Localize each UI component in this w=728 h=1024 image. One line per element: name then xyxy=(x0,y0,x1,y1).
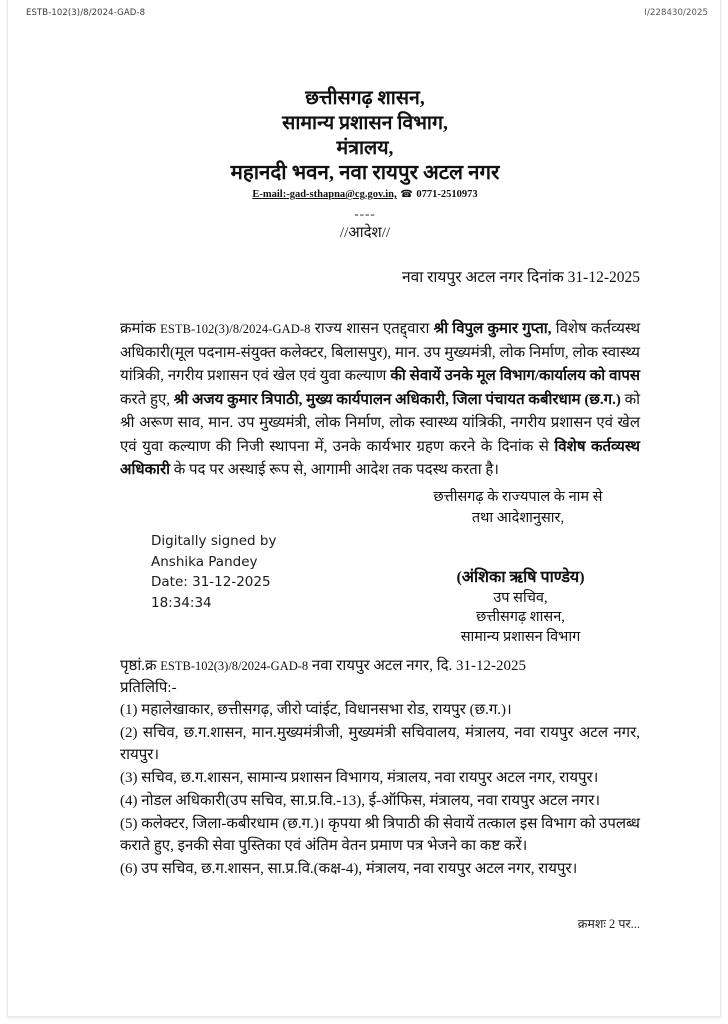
post-designation-bold: विशेष कर्तव्यस्थ अधिकारी xyxy=(120,438,641,478)
closing-block xyxy=(388,487,648,529)
letterhead-line-government: छत्तीसगढ़ शासन, xyxy=(305,88,425,109)
body-reference-number: ESTB-102(3)/8/2024-GAD-8 xyxy=(160,322,311,336)
signatory-department: सामान्य प्रशासन विभाग xyxy=(460,628,581,645)
copy-distribution-list xyxy=(120,699,640,881)
list-item: (1) महालेखाकार, छत्तीसगढ़, जीरो प्वांईट, विधानसभा रोड, रायपुर (छ.ग.)। xyxy=(120,702,512,718)
email-address[interactable]: E-mail:-gad-sthapna@cg.gov.in, xyxy=(252,189,397,200)
list-item: (3) सचिव, छ.ग.शासन, सामान्य प्रशासन विभागय, मंत्रालय, नवा रायपुर अटल नगर, रायपुर। xyxy=(120,770,599,786)
signatory-block xyxy=(388,568,653,647)
closing-line-governor: छत्तीसगढ़ के राज्यपाल के नाम से xyxy=(433,489,603,505)
endorsement-reference-number: ESTB-102(3)/8/2024-GAD-8 xyxy=(160,659,309,673)
order-place-date: नवा रायपुर अटल नगर दिनांक 31-12-2025 xyxy=(401,269,640,286)
signatory-government: छत्तीसगढ़ शासन, xyxy=(476,609,565,625)
body-bold-2: की सेवायें उनके मूल विभाग/कार्यालय को वापस xyxy=(390,368,640,384)
letterhead xyxy=(8,86,721,200)
dsc-signer-name: Anshika Pandey xyxy=(151,553,258,570)
letterhead-line-address: महानदी भवन, नवा रायपुर अटल नगर xyxy=(230,162,500,184)
order-heading: //आदेश// xyxy=(339,225,391,241)
list-item: (6) उप सचिव, छ.ग.शासन, सा.प्र.वि.(कक्ष-4), मंत्रालय, नवा रायपुर अटल नगर, रायपुर। xyxy=(120,861,578,877)
list-item: (4) नोडल अधिकारी(उप सचिव, सा.प्र.वि.-13), ई-ऑफिस, मंत्रालय, नवा रायपुर अटल नगर। xyxy=(120,793,601,809)
officer-relieved-name: श्री विपुल कुमार गुप्ता, xyxy=(433,321,552,337)
telephone-icon: ☎ xyxy=(400,189,413,200)
dsc-date: Date: 31-12-2025 xyxy=(151,574,271,590)
body-prefix: क्रमांक xyxy=(120,321,156,337)
endorsement-prefix: पृष्ठां.क्र xyxy=(120,658,157,674)
letterhead-contact xyxy=(8,189,721,200)
body-text-1: राज्य शासन एतद्द्वारा xyxy=(314,321,430,337)
phone-number: 0771-2510973 xyxy=(416,189,478,200)
body-text-5: के पद पर अस्थाई रूप से, आगामी आदेश तक पदस्थ करता है। xyxy=(173,462,499,478)
closing-line-byorder: तथा आदेशानुसार, xyxy=(471,510,565,526)
body-text-4: को श्री अरूण साव, मान. उप मुख्यमंत्री, लोक निर्माण, लोक स्वास्थ्य यांत्रिकी, नगरीय प्रशासन एवं खेल एवं युवा कल्याण की निजी स्थापना में, उनके कार्यभार ग्रहण करने के दिनांक से xyxy=(120,391,641,455)
endorsement-line xyxy=(120,655,640,677)
officer-posted-name: श्री अजय कुमार त्रिपाठी, मुख्य कार्यपालन अधिकारी, जिला पंचायत कबीरधाम (छ.ग.) xyxy=(173,391,621,408)
copy-to-label: प्रतिलिपि:- xyxy=(120,680,177,696)
order-body-paragraph xyxy=(120,318,640,483)
digital-signature-stamp xyxy=(151,531,276,613)
document-meta-row xyxy=(8,8,721,26)
signatory-name: (अंशिका ऋषि पाण्डेय) xyxy=(456,569,585,586)
letterhead-line-secretariat: मंत्रालय, xyxy=(336,138,394,159)
document-id: I/228430/2025 xyxy=(644,8,708,18)
file-number: ESTB-102(3)/8/2024-GAD-8 xyxy=(26,8,146,18)
body-text-3: करते हुए, xyxy=(120,391,170,408)
divider-dashes: ---- xyxy=(354,206,376,221)
body-text-2: विशेष कर्तव्यस्थ अधिकारी(मूल पदनाम-संयुक्त कलेक्टर, बिलासपुर), मान. उप मुख्यमंत्री, लोक निर्माण, लोक स्वास्थ्य यांत्रिकी, नगरीय प्रशासन एवं खेल एवं युवा कल्याण xyxy=(120,321,641,384)
list-item: (2) सचिव, छ.ग.शासन, मान.मुख्यमंत्रीजी, मुख्यमंत्री सचिवालय, मंत्रालय, नवा रायपुर अटल नगर, रायपुर। xyxy=(120,725,640,763)
list-item: (5) कलेक्टर, जिला-कबीरधाम (छ.ग.)। कृपया श्री त्रिपाठी की सेवायें तत्काल इस विभाग को उपलब्ध कराते हुए, इनकी सेवा पुस्तिका एवं अंतिम वेतन प्रमाण पत्र भेजने का कष्ट करें। xyxy=(120,816,640,854)
dsc-signed-by-label: Digitally signed by xyxy=(151,533,277,549)
endorsement-place-date: नवा रायपुर अटल नगर, दि. 31-12-2025 xyxy=(311,658,527,674)
letterhead-line-department: सामान्य प्रशासन विभाग, xyxy=(282,113,448,134)
dsc-time: 18:34:34 xyxy=(151,594,212,611)
document-page xyxy=(7,0,721,1017)
signatory-designation: उप सचिव, xyxy=(493,589,548,606)
continued-on-next-page: क्रमशः 2 पर... xyxy=(577,917,640,931)
